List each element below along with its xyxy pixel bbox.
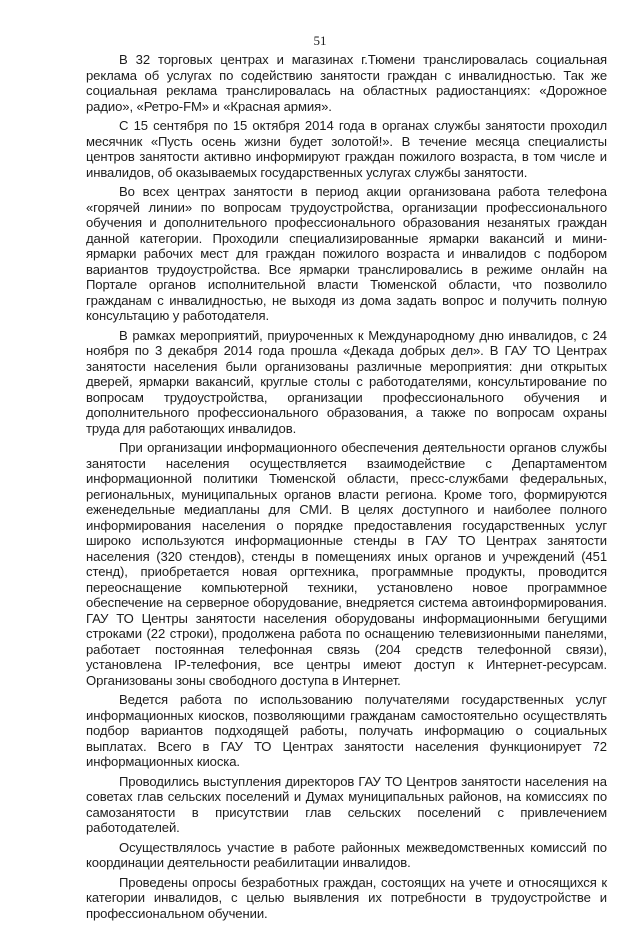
paragraph-5: При организации информационного обеспечения деятельности органов службы занятости населения осуществляется взаимодействие с Департаментом информационной политики Тюменской области, пресс-службами федеральных, региональных, муниципальных органов власти региона. Кроме того, формируются еженедельные медиапланы для СМИ. В целях доступного и наиболее полного информирования населения о порядке предоставления государственных услуг широко используются информационные стенды в ГАУ ТО Центрах занятости населения (320 стендов), стенды в помещениях иных органов и учреждений (451 стенд), приобретается новая оргтехника, программные продукты, проводится переоснащение компьютерной техники, установлено новое программное обеспечение на серверное оборудование, внедряется система автоинформирования. ГАУ ТО Центры занятости населения оборудованы информационными бегущими строками (22 строки), продолжена работа по оснащению телевизионными панелями, работает постоянная телефонная связь (204 средств телефонной связи), установлена IP-телефония, все центры имеют доступ к Интернет-ресурсам. Организованы зоны свободного доступа в Интернет. [86, 440, 607, 688]
paragraph-8: Осуществлялось участие в работе районных межведомственных комиссий по координации деятельности реабилитации инвалидов. [86, 839, 607, 870]
paragraph-3: Во всех центрах занятости в период акции организована работа телефона «горячей линии» по вопросам трудоустройства, организации профессионального обучения и дополнительного профессионального образования незанятых граждан данной категории. Проходили специализированные ярмарки вакансий и мини-ярмарки рабочих мест для граждан пожилого возраста и инвалидов с подбором вариантов трудоустройства. Все ярмарки транслировались в режиме онлайн на Портале органов исполнительной власти Тюменской области, что позволило гражданам с инвалидностью, не выходя из дома задать вопрос и получить полную консультацию у работодателя. [86, 184, 607, 323]
paragraph-1: В 32 торговых центрах и магазинах г.Тюмени транслировалась социальная реклама об услугах по содействию занятости граждан с инвалидностью. Так же социальная реклама транслировалась на областных радиостанциях: «Дорожное радио», «Ретро-FM» и «Красная армия». [86, 52, 607, 114]
paragraph-9: Проведены опросы безработных граждан, состоящих на учете и относящихся к категории инвалидов, с целью выявления их потребности в трудоустройстве и профессиональном обучении. [86, 874, 607, 921]
paragraph-4: В рамках мероприятий, приуроченных к Международному дню инвалидов, с 24 ноября по 3 декабря 2014 года прошла «Декада добрых дел». В ГАУ ТО Центрах занятости населения были организованы различные мероприятия: дни открытых дверей, ярмарки вакансий, круглые столы с работодателями, консультирование по вопросам трудоустройства, организации профессионального обучения и дополнительного профессионального образования, а также по вопросам охраны труда для работающих инвалидов. [86, 327, 607, 436]
paragraph-2: С 15 сентября по 15 октября 2014 года в органах службы занятости проходил месячник «Пусть осень жизни будет золотой!». В течение месяца специалисты центров занятости активно информируют граждан пожилого возраста, в том числе и инвалидов, об оказываемых государственных услугах службы занятости. [86, 118, 607, 180]
document-body [86, 52, 607, 925]
paragraph-6: Ведется работа по использованию получателями государственных услуг информационных киосков, позволяющими гражданам самостоятельно осуществлять подбор вариантов подходящей работы, получать информацию о социальных выплатах. Всего в ГАУ ТО Центрах занятости населения функционирует 72 информационных киоска. [86, 692, 607, 769]
paragraph-7: Проводились выступления директоров ГАУ ТО Центров занятости населения на советах глав сельских поселений и Думах муниципальных районов, на комиссиях по самозанятости в присутствии глав сельских поселений с привлечением работодателей. [86, 773, 607, 835]
page-number: 51 [313, 33, 327, 48]
